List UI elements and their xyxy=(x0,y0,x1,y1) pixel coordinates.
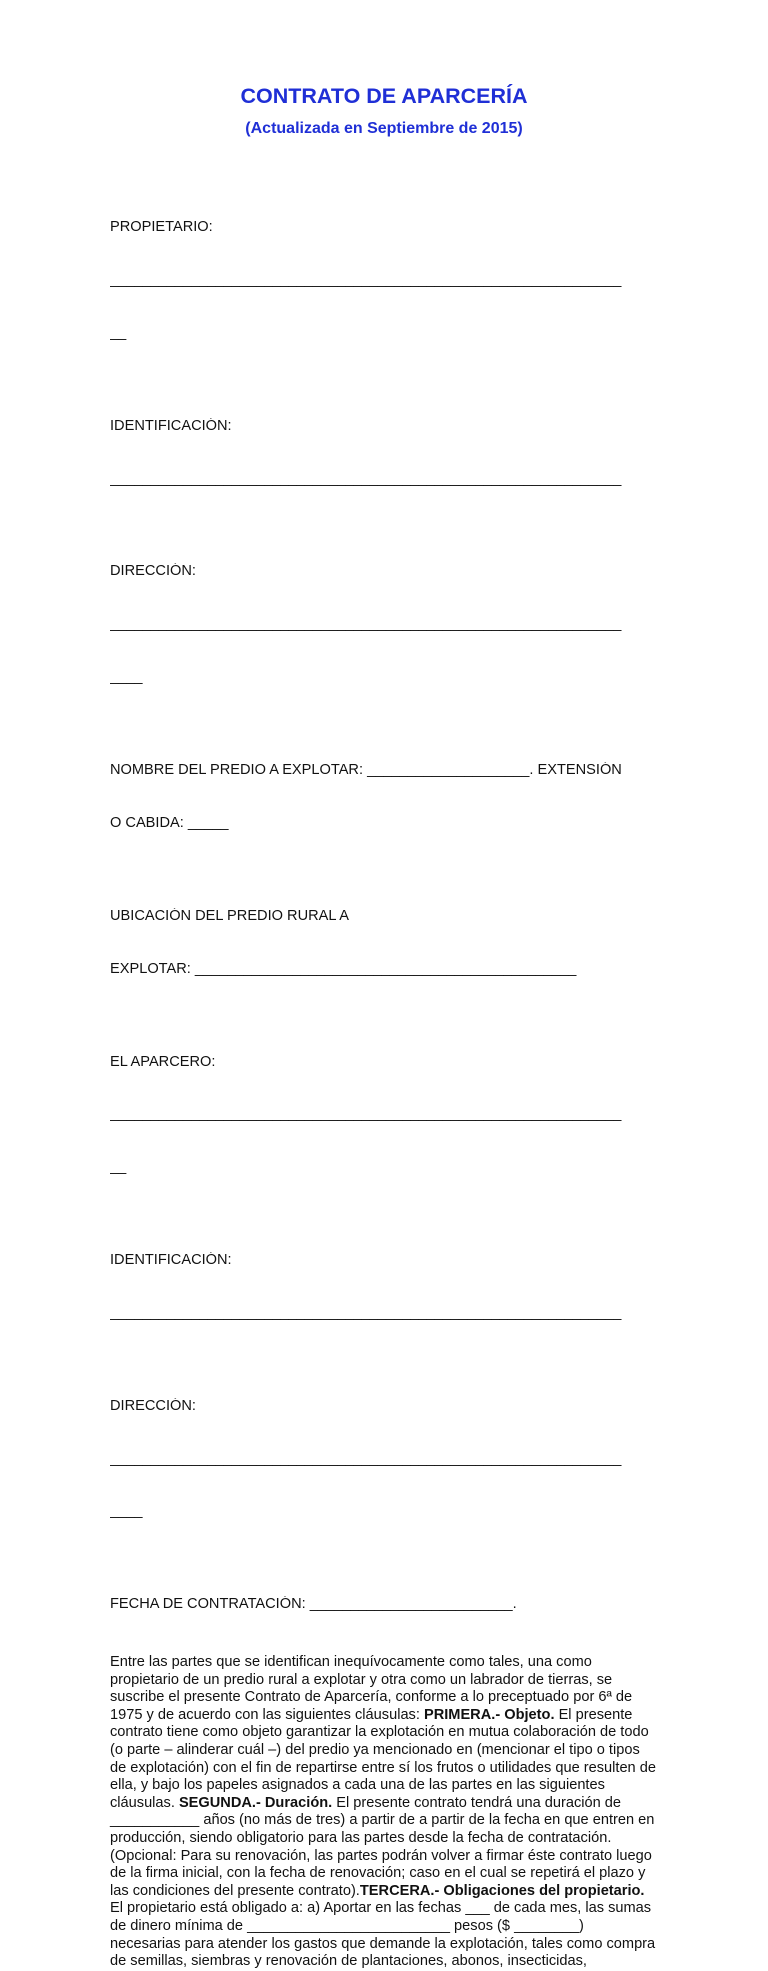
ubicacion-predio-blank-line: EXPLOTAR: _______________________________________________ xyxy=(110,960,577,977)
identificacion-propietario-field xyxy=(110,383,656,524)
identificacion-aparcero-blank-line: _______________________________________________________________ xyxy=(110,1304,622,1321)
ubicacion-predio-label: UBICACIÓN DEL PREDIO RURAL A xyxy=(110,907,349,924)
identificacion-aparcero-field xyxy=(110,1217,656,1358)
propietario-blank-line-continued: __ xyxy=(110,324,127,341)
cabida-line: O CABIDA: _____ xyxy=(110,814,229,831)
document-title: CONTRATO DE APARCERÍA xyxy=(240,84,528,108)
fecha-contratacion-field xyxy=(110,1561,656,1649)
aparcero-label: EL APARCERO: xyxy=(110,1053,216,1070)
direccion-aparcero-blank-line: _______________________________________________________________ xyxy=(110,1450,622,1467)
clause-segunda-text: El presente contrato tendrá una duración de ___________ años (no más de tres) a partir de a partir de la fecha en que entren en producción, siendo obligatorio para las partes desde la fecha de contratación. (Opcional: Para su renovación, las partes podrán volver a firmar éste contrato luego de la firma inicial, con la fecha de renovación; caso en el cual se repetirá el plazo y las condiciones del presente contrato). xyxy=(110,1794,655,1899)
document-subtitle: (Actualizada en Septiembre de 2015) xyxy=(245,120,523,137)
intro-text: Entre las partes que se identifican inequívocamente como tales, una como propietario de un predio rural a explotar y otra como un labrador de tierras, se suscribe el presente Contrato de Aparcería, conforme a lo preceptuado por 6ª de 1975 y de acuerdo con las siguientes cláusulas: xyxy=(110,1654,633,1723)
propietario-label: PROPIETARIO: xyxy=(110,219,213,236)
direccion-propietario-label: DIRECCIÓN: xyxy=(110,563,196,580)
identificacion-aparcero-label: IDENTIFICACIÓN: xyxy=(110,1252,232,1269)
direccion-aparcero-field xyxy=(110,1363,656,1557)
document-body xyxy=(110,184,656,1971)
clause-tercera-heading: TERCERA.- Obligaciones del propietario. xyxy=(359,1882,645,1899)
aparcero-blank-line-continued: __ xyxy=(110,1159,127,1176)
clause-primera-text: El presente contrato tiene como objeto garantizar la explotación en mutua colaboración de todo (o parte – alinderar cuál –) del predio ya mencionado en (mencionar el tipo o tipos de explotación) con el fin de repartirse entre sí los frutos o utilidades que resulten de ella, y bajo los papeles asignados a cada una de las partes en las siguientes cláusulas. xyxy=(110,1706,656,1811)
nombre-predio-field xyxy=(110,727,656,868)
clause-primera-heading: PRIMERA.- Objeto. xyxy=(423,1706,555,1723)
ubicacion-predio-field xyxy=(110,873,656,1014)
propietario-field xyxy=(110,184,656,378)
direccion-propietario-blank-line: _______________________________________________________________ xyxy=(110,616,622,633)
direccion-propietario-blank-line-continued: ____ xyxy=(110,669,143,686)
aparcero-blank-line: _______________________________________________________________ xyxy=(110,1106,622,1123)
identificacion-propietario-label: IDENTIFICACIÓN: xyxy=(110,417,232,434)
propietario-blank-line: _______________________________________________________________ xyxy=(110,271,622,288)
identificacion-propietario-blank-line: _______________________________________________________________ xyxy=(110,470,622,487)
aparcero-field xyxy=(110,1018,656,1212)
nombre-predio-line: NOMBRE DEL PREDIO A EXPLOTAR: ____________________. EXTENSIÓN xyxy=(110,762,622,778)
direccion-aparcero-blank-line-continued: ____ xyxy=(110,1503,143,1520)
direccion-propietario-field xyxy=(110,528,656,722)
clause-tercera-text: El propietario está obligado a: a) Aportar en las fechas ___ de cada mes, las sumas de dinero mínima de _________________________ pesos ($ ________) necesarias para atender los gastos que demande la explotación, tales como compra de semillas, siembras y renovación de plantaciones, abonos, insecticidas, xyxy=(110,1900,656,1970)
contract-body-paragraph xyxy=(110,1654,656,1971)
clause-segunda-heading: SEGUNDA.- Duración. xyxy=(178,1794,333,1811)
fecha-contratacion-line: FECHA DE CONTRATACIÓN: _________________________. xyxy=(110,1596,517,1613)
direccion-aparcero-label: DIRECCIÓN: xyxy=(110,1397,196,1414)
